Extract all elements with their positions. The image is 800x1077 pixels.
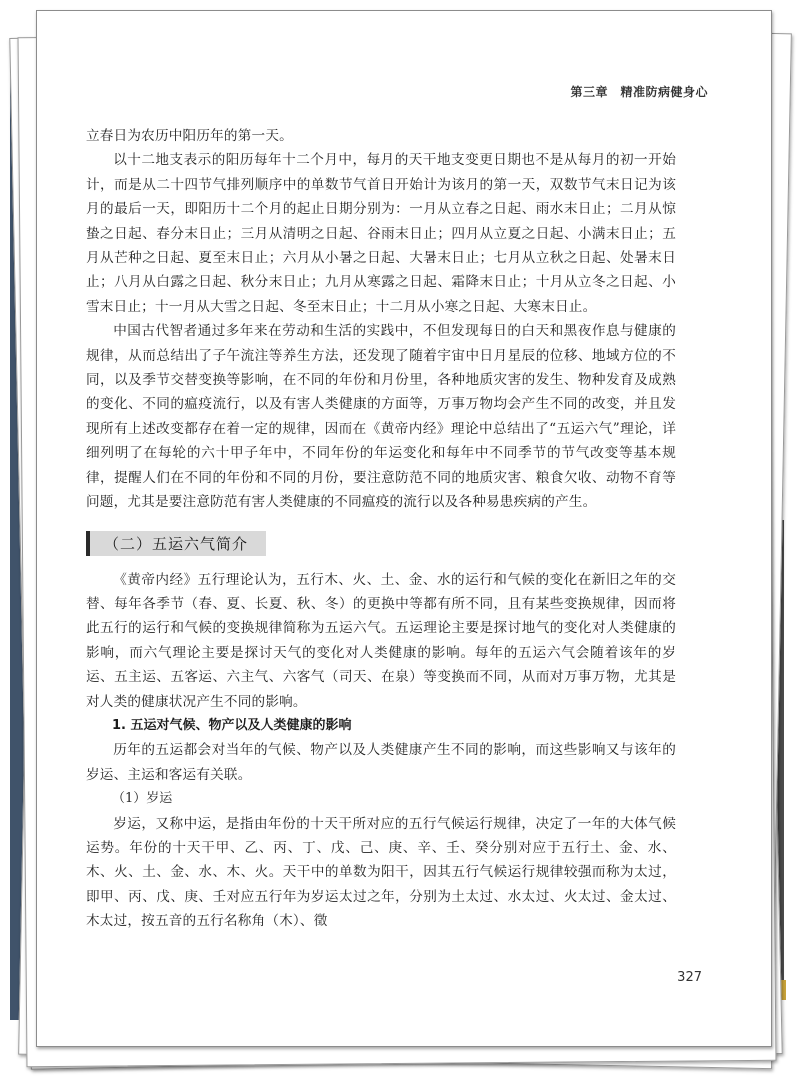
- paragraph-2: 以十二地支表示的阳历每年十二个月中，每月的天干地支变更日期也不是从每月的初一开始计，而是从二十四节气排列顺序中的单数节气首日开始计为该月的第一天，双数节气末日记为该月的最后一天，即阳历十二个月的起止日期分别为：一月从立春之日起、雨水末日止；二月从惊蛰之日起、春分末日止；三月从清明之日起、谷雨末日止；四月从立夏之日起、小满末日止；五月从芒种之日起、夏至末日止；六月从小暑之日起、大暑末日止；七月从立秋之日起、处暑末日止；八月从白露之日起、秋分末日止；九月从寒露之日起、霜降末日止；十月从立冬之日起、小雪末日止；十一月从大雪之日起、冬至末日止；十二月从小寒之日起、大寒末日止。: [86, 152, 676, 315]
- running-head: 第三章 精准防病健身心: [570, 85, 708, 99]
- page-number: 327: [677, 970, 702, 985]
- paragraph-1: 立春日为农历中阳历年的第一天。: [86, 128, 293, 144]
- page-body: [86, 80, 676, 934]
- paragraph-3: 中国古代智者通过多年来在劳动和生活的实践中，不但发现每日的白天和黑夜作息与健康的规律，从而总结出了子午流注等养生方法，还发现了随着宇宙中日月星辰的位移、地域方位的不同，以及季节交替变换等影响，在不同的年份和月份里，各种地质灾害的发生、物种发育及成熟的变化、不同的瘟疫流行，以及有害人类健康的方面等，万事万物均会产生不同的改变，并且发现所有上述改变都存在着一定的规律，因而在《黄帝内经》理论中总结出了“五运六气”理论，详细列明了在每轮的六十甲子年中，不同年份的年运变化和每年中不同季节的节气改变等基本规律，提醒人们在不同的年份和不同的月份，要注意防范不同的地质灾害、粮食欠收、动物不育等问题，尤其是要注意防范有害人类健康的不同瘟疫的流行以及各种易患疾病的产生。: [86, 323, 676, 511]
- paragraph-5: 历年的五运都会对当年的气候、物产以及人类健康产生不同的影响，而这些影响又与该年的岁运、主运和客运有关联。: [86, 742, 676, 783]
- sub-heading: 1. 五运对气候、物产以及人类健康的影响: [112, 717, 352, 733]
- section-title: （二）五运六气简介: [86, 531, 266, 556]
- minor-heading: （1）岁运: [112, 791, 173, 807]
- paragraph-4: 《黄帝内经》五行理论认为，五行木、火、土、金、水的运行和气候的变化在新旧之年的交替、每年各季节（春、夏、长夏、秋、冬）的更换中等都有所不同，且有某些变换规律，因而将此五行的运行和气候的变换规律简称为五运六气。五运理论主要是探讨地气的变化对人类健康的影响，而六气理论主要是探讨天气的变化对人类健康的影响。每年的五运六气会随着该年的岁运、五主运、五客运、六主气、六客气（司天、在泉）等变换而不同，从而对万事万物，尤其是对人类的健康状况产生不同的影响。: [86, 571, 676, 710]
- paragraph-6: 岁运，又称中运，是指由年份的十天干所对应的五行气候运行规律，决定了一年的大体气候运势。年份的十天干甲、乙、丙、丁、戊、己、庚、辛、壬、癸分别对应于五行土、金、水、木、火、土、金、水、木、火。天干中的单数为阳干，因其五行气候运行规律较强而称为太过，即甲、丙、戊、庚、壬对应五行年为岁运太过之年，分别为土太过、水太过、火太过、金太过、木太过，按五音的五行名称角（木）、徵: [86, 815, 676, 930]
